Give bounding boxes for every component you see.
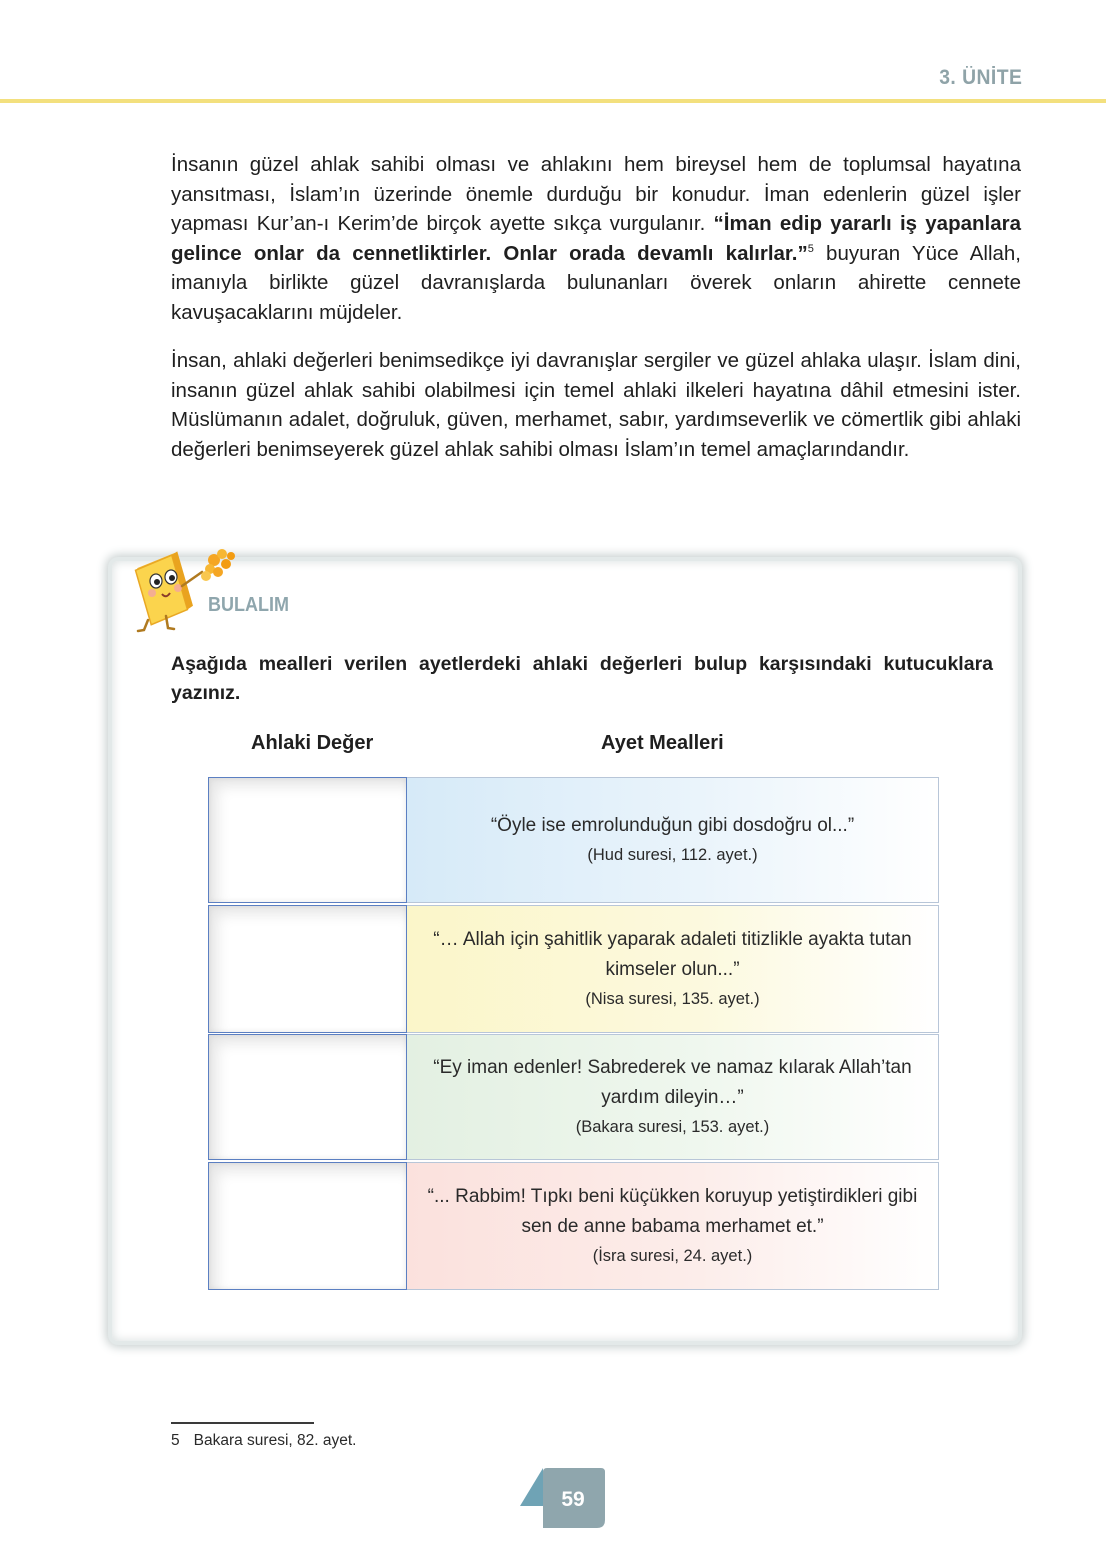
column-header-value: Ahlaki Değer xyxy=(251,732,374,754)
verse-text: “... Rabbim! Tıpkı beni küçükken koruyup yetiştirdikleri gibi sen de anne babama merhamet et.” xyxy=(427,1186,918,1237)
unit-label: 3. ÜNİTE xyxy=(938,66,1022,89)
verse-cell-2 xyxy=(407,905,939,1033)
verse-text: “Öyle ise emrolunduğun gibi dosdoğru ol...” xyxy=(490,815,855,836)
verse-cell-3 xyxy=(407,1034,939,1160)
activity-instruction: Aşağıda mealleri verilen ayetlerdeki ahlaki değerleri bulup karşısındaki kutucuklara yazınız. xyxy=(171,653,993,704)
verse-cell-1 xyxy=(407,777,939,903)
verse-reference: (Hud suresi, 112. ayet.) xyxy=(587,846,758,864)
verse-cell-4 xyxy=(407,1162,939,1290)
verse-reference: (Bakara suresi, 153. ayet.) xyxy=(575,1118,770,1136)
answer-box-3[interactable] xyxy=(208,1034,407,1160)
page-number: 59 xyxy=(561,1488,585,1511)
verse-text: “… Allah için şahitlik yaparak adaleti titizlikle ayakta tutan kimseler olun...” xyxy=(433,929,912,980)
footnote-divider xyxy=(171,1422,314,1424)
verse-reference: (İsra suresi, 24. ayet.) xyxy=(592,1247,753,1265)
answer-box-4[interactable] xyxy=(208,1162,407,1290)
answer-box-2[interactable] xyxy=(208,905,407,1033)
column-header-verses: Ayet Mealleri xyxy=(601,732,724,754)
activity-title: BULALIM xyxy=(208,594,289,616)
footnote xyxy=(171,1432,356,1450)
quoted-verse: “İman edip yararlı iş yapanlara gelince onlar da cennetliktirler. Onlar orada devamlı kalırlar.” xyxy=(171,212,1022,265)
verse-text: “Ey iman edenler! Sabrederek ve namaz kılarak Allah’tan yardım dileyin…” xyxy=(433,1057,912,1108)
table-row xyxy=(208,905,939,1033)
table-row xyxy=(208,1162,939,1290)
book-mascot-icon xyxy=(118,536,248,636)
verse-reference: (Nisa suresi, 135. ayet.) xyxy=(585,990,760,1008)
paragraph-2: İnsan, ahlaki değerleri benimsedikçe iyi davranışlar sergiler ve güzel ahlaka ulaşır. İslam dini, insanın güzel ahlak sahibi olabilmesi için temel ahlaki ilkeleri hayatına dâhil etmesini ister. Müslümanın adalet, doğruluk, güven, merhamet, sabır, yardımseverlik ve cömertlik gibi ahlaki değerleri benimseyerek güzel ahlak sahibi olması İslam’ın temel amaçlarındandır. xyxy=(171,349,1021,461)
paragraph-1-text-b: buyuran Yüce Allah, imanıyla birlikte güzel davranışlarda bulunanları överek onların ahirette cennete kavuşacaklarını müjdeler. xyxy=(171,241,1021,324)
footnote-text: Bakara suresi, 82. ayet. xyxy=(193,1432,357,1449)
footnote-reference[interactable]: 5 xyxy=(807,242,814,255)
answer-box-1[interactable] xyxy=(208,777,407,903)
table-row xyxy=(208,1034,939,1160)
table-row xyxy=(208,777,939,903)
paragraph-1-text-a: İnsanın güzel ahlak sahibi olması ve ahlakını hem bireysel hem de toplumsal hayatına yansıtması, İslam’ın üzerinde önemle durduğu bir konudur. İman edenlerin güzel işler yapması Kur’an-ı Kerim’de birçok ayette sıkça vurgulanır. xyxy=(171,153,1021,235)
matching-table xyxy=(208,777,939,1290)
header-divider xyxy=(0,99,1106,103)
paragraph-1 xyxy=(171,150,1021,327)
footnote-number: 5 xyxy=(171,1432,180,1449)
